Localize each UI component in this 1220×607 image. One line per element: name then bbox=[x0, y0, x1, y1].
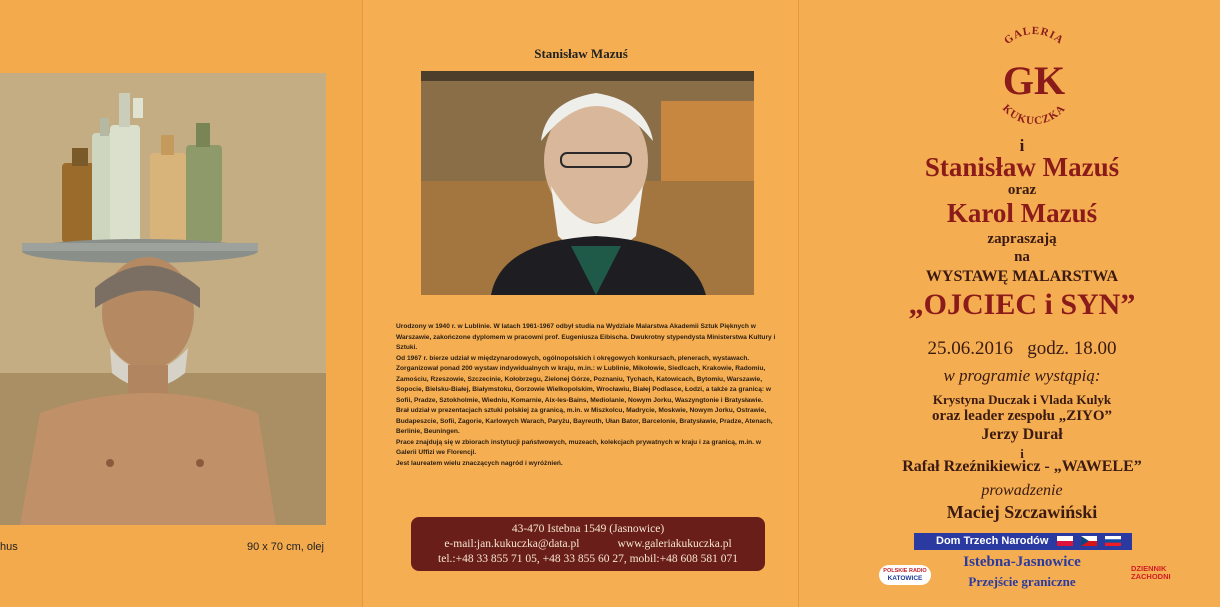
bio-paragraph: Jest laureatem wielu znaczących nagród i wyróżnień. bbox=[396, 459, 563, 467]
dom-bar-label: Dom Trzech Narodów bbox=[936, 535, 1049, 547]
exhibition-type: WYSTAWĘ MALARSTWA bbox=[925, 268, 1119, 285]
conjunction-i: i bbox=[1019, 136, 1025, 155]
host-name: Maciej Szczawiński bbox=[946, 502, 1098, 522]
conjunction-i-2: i bbox=[1020, 446, 1024, 461]
dziennik-line-2: ZACHODNI bbox=[1131, 572, 1171, 581]
galeria-kukuczka-logo bbox=[984, 22, 1084, 132]
performers-line-3: Jerzy Durał bbox=[981, 426, 1063, 443]
venue-place: Istebna-Jasnowice bbox=[963, 554, 1081, 570]
artist-name-1: Stanisław Mazuś bbox=[924, 152, 1120, 182]
bio-paragraph: Od 1967 r. bierze udział w międzynarodowych, ogólnopolskich i okręgowych konkursach, plenerach, wystawach. Zorganizował ponad 200 wystaw indywidualnych w kraju, m.in.: w Lublinie, Mikołowie, Siedlcach, Krakowie, Radomiu, Zamościu, Rzeszowie, Szczecinie, Kołobrzegu, Zielonej Górze, Poznaniu, Tychach, Katowicach, Bytomiu, Warszawie, Sopocie, Bielsku-Białej, Białymstoku, Gorzowie Wielkopolskim, Wrocławiu, Białej Podlasce, Łodzi, a także za granicą: w Sofii, Pradze, Sztokholmie, Wiedniu, Komarnie, Aix-les-Bains, Mediolanie, Nowym Jorku, Waszyngtonie i Bratysławie. Brał udział w prezentacjach sztuki polskiej za granicą, m.in. w Miszkolcu, Madrycie, Moskwie, Nowym Jorku, Ostrawie, Budapeszcie, Sofii, Zagorie, Karlowych Warach, Paryżu, Bayreuth, Ułan Bator, Barcelonie, Bratysławie, Pradze, Atenach, Berlinie, Beuningen. bbox=[396, 354, 773, 435]
bio-paragraph: Prace znajdują się w zbiorach instytucji państwowych, muzeach, kolekcjach prywatnych w kraju i za granicą, m.in. w Galerii Uffizi we Florencji. bbox=[396, 438, 761, 456]
left-panel bbox=[0, 0, 362, 607]
radio-bottom-text: KATOWICE bbox=[887, 575, 923, 582]
polish-flag-icon bbox=[1057, 536, 1073, 546]
painting-dimensions: 90 x 70 cm, olej bbox=[246, 541, 324, 553]
middle-panel bbox=[362, 0, 798, 607]
czech-flag-icon bbox=[1081, 536, 1097, 546]
bio-paragraph: Urodzony w 1940 r. w Lublinie. W latach 1961-1967 odbył studia na Wydziale Malarstwa Akademii Sztuk Pięknych w Warszawie, zakończone dyplomem w pracowni prof. Eugeniusza Eibischa. Dwukrotny stypendysta Ministerstwa Kultury i Sztuki. bbox=[396, 323, 776, 351]
contact-email[interactable]: e-mail:jan.kukuczka@data.pl bbox=[444, 538, 580, 550]
venue-crossing: Przejście graniczne bbox=[968, 574, 1076, 589]
performers-line-1: Krystyna Duczak i Vlada Kulyk bbox=[932, 392, 1112, 407]
painting-illustration bbox=[0, 73, 326, 525]
painting-image bbox=[0, 73, 326, 525]
dziennik-zachodni-logo bbox=[1131, 565, 1171, 581]
artist-name-2: Karol Mazuś bbox=[946, 198, 1098, 228]
contact-website[interactable]: www.galeriakukuczka.pl bbox=[617, 538, 732, 550]
contact-address: 43-470 Istebna 1549 (Jasnowice) bbox=[511, 523, 665, 535]
dom-trzech-narodow-banner bbox=[914, 533, 1132, 550]
invite-text: zapraszają bbox=[987, 231, 1057, 247]
svg-text:GALERIA bbox=[1002, 25, 1066, 47]
performers-line-2: oraz leader zespołu „ZIYO” bbox=[931, 408, 1113, 424]
logo-top-text: GALERIA bbox=[1001, 24, 1067, 47]
radio-top-text: POLSKIE RADIO bbox=[883, 568, 927, 574]
contact-box bbox=[411, 517, 765, 571]
logo-bottom-text: KUKUCZKA bbox=[1000, 102, 1068, 128]
polskie-radio-logo bbox=[879, 565, 931, 585]
dziennik-line-1: DZIENNIK bbox=[1131, 564, 1167, 573]
date-time bbox=[857, 338, 1187, 360]
svg-text:KUKUCZKA bbox=[1000, 102, 1068, 127]
conjunction-oraz: oraz bbox=[1007, 182, 1037, 198]
exhibition-title: „OJCIEC i SYN” bbox=[908, 288, 1136, 321]
na-text: na bbox=[1014, 249, 1030, 265]
logo-mark: GK bbox=[1002, 58, 1066, 103]
painting-title: hus bbox=[0, 541, 18, 553]
event-time: godz. 18.00 bbox=[1027, 338, 1117, 359]
contact-phones: tel.:+48 33 855 71 05, +48 33 855 60 27, mobil:+48 608 581 071 bbox=[438, 553, 738, 565]
performers-line-4: Rafał Rzeźnikiewicz - „WAWELE” bbox=[902, 458, 1142, 475]
artist-photo bbox=[421, 71, 754, 295]
artist-biography bbox=[396, 322, 776, 469]
host-label: prowadzenie bbox=[981, 482, 1063, 499]
event-date: 25.06.2016 bbox=[927, 338, 1014, 359]
artist-portrait-illustration bbox=[421, 71, 754, 295]
artist-title: Stanisław Mazuś bbox=[534, 46, 628, 61]
program-heading: w programie wystąpią: bbox=[943, 366, 1101, 385]
slovak-flag-icon bbox=[1105, 536, 1121, 546]
right-panel bbox=[798, 0, 1220, 607]
